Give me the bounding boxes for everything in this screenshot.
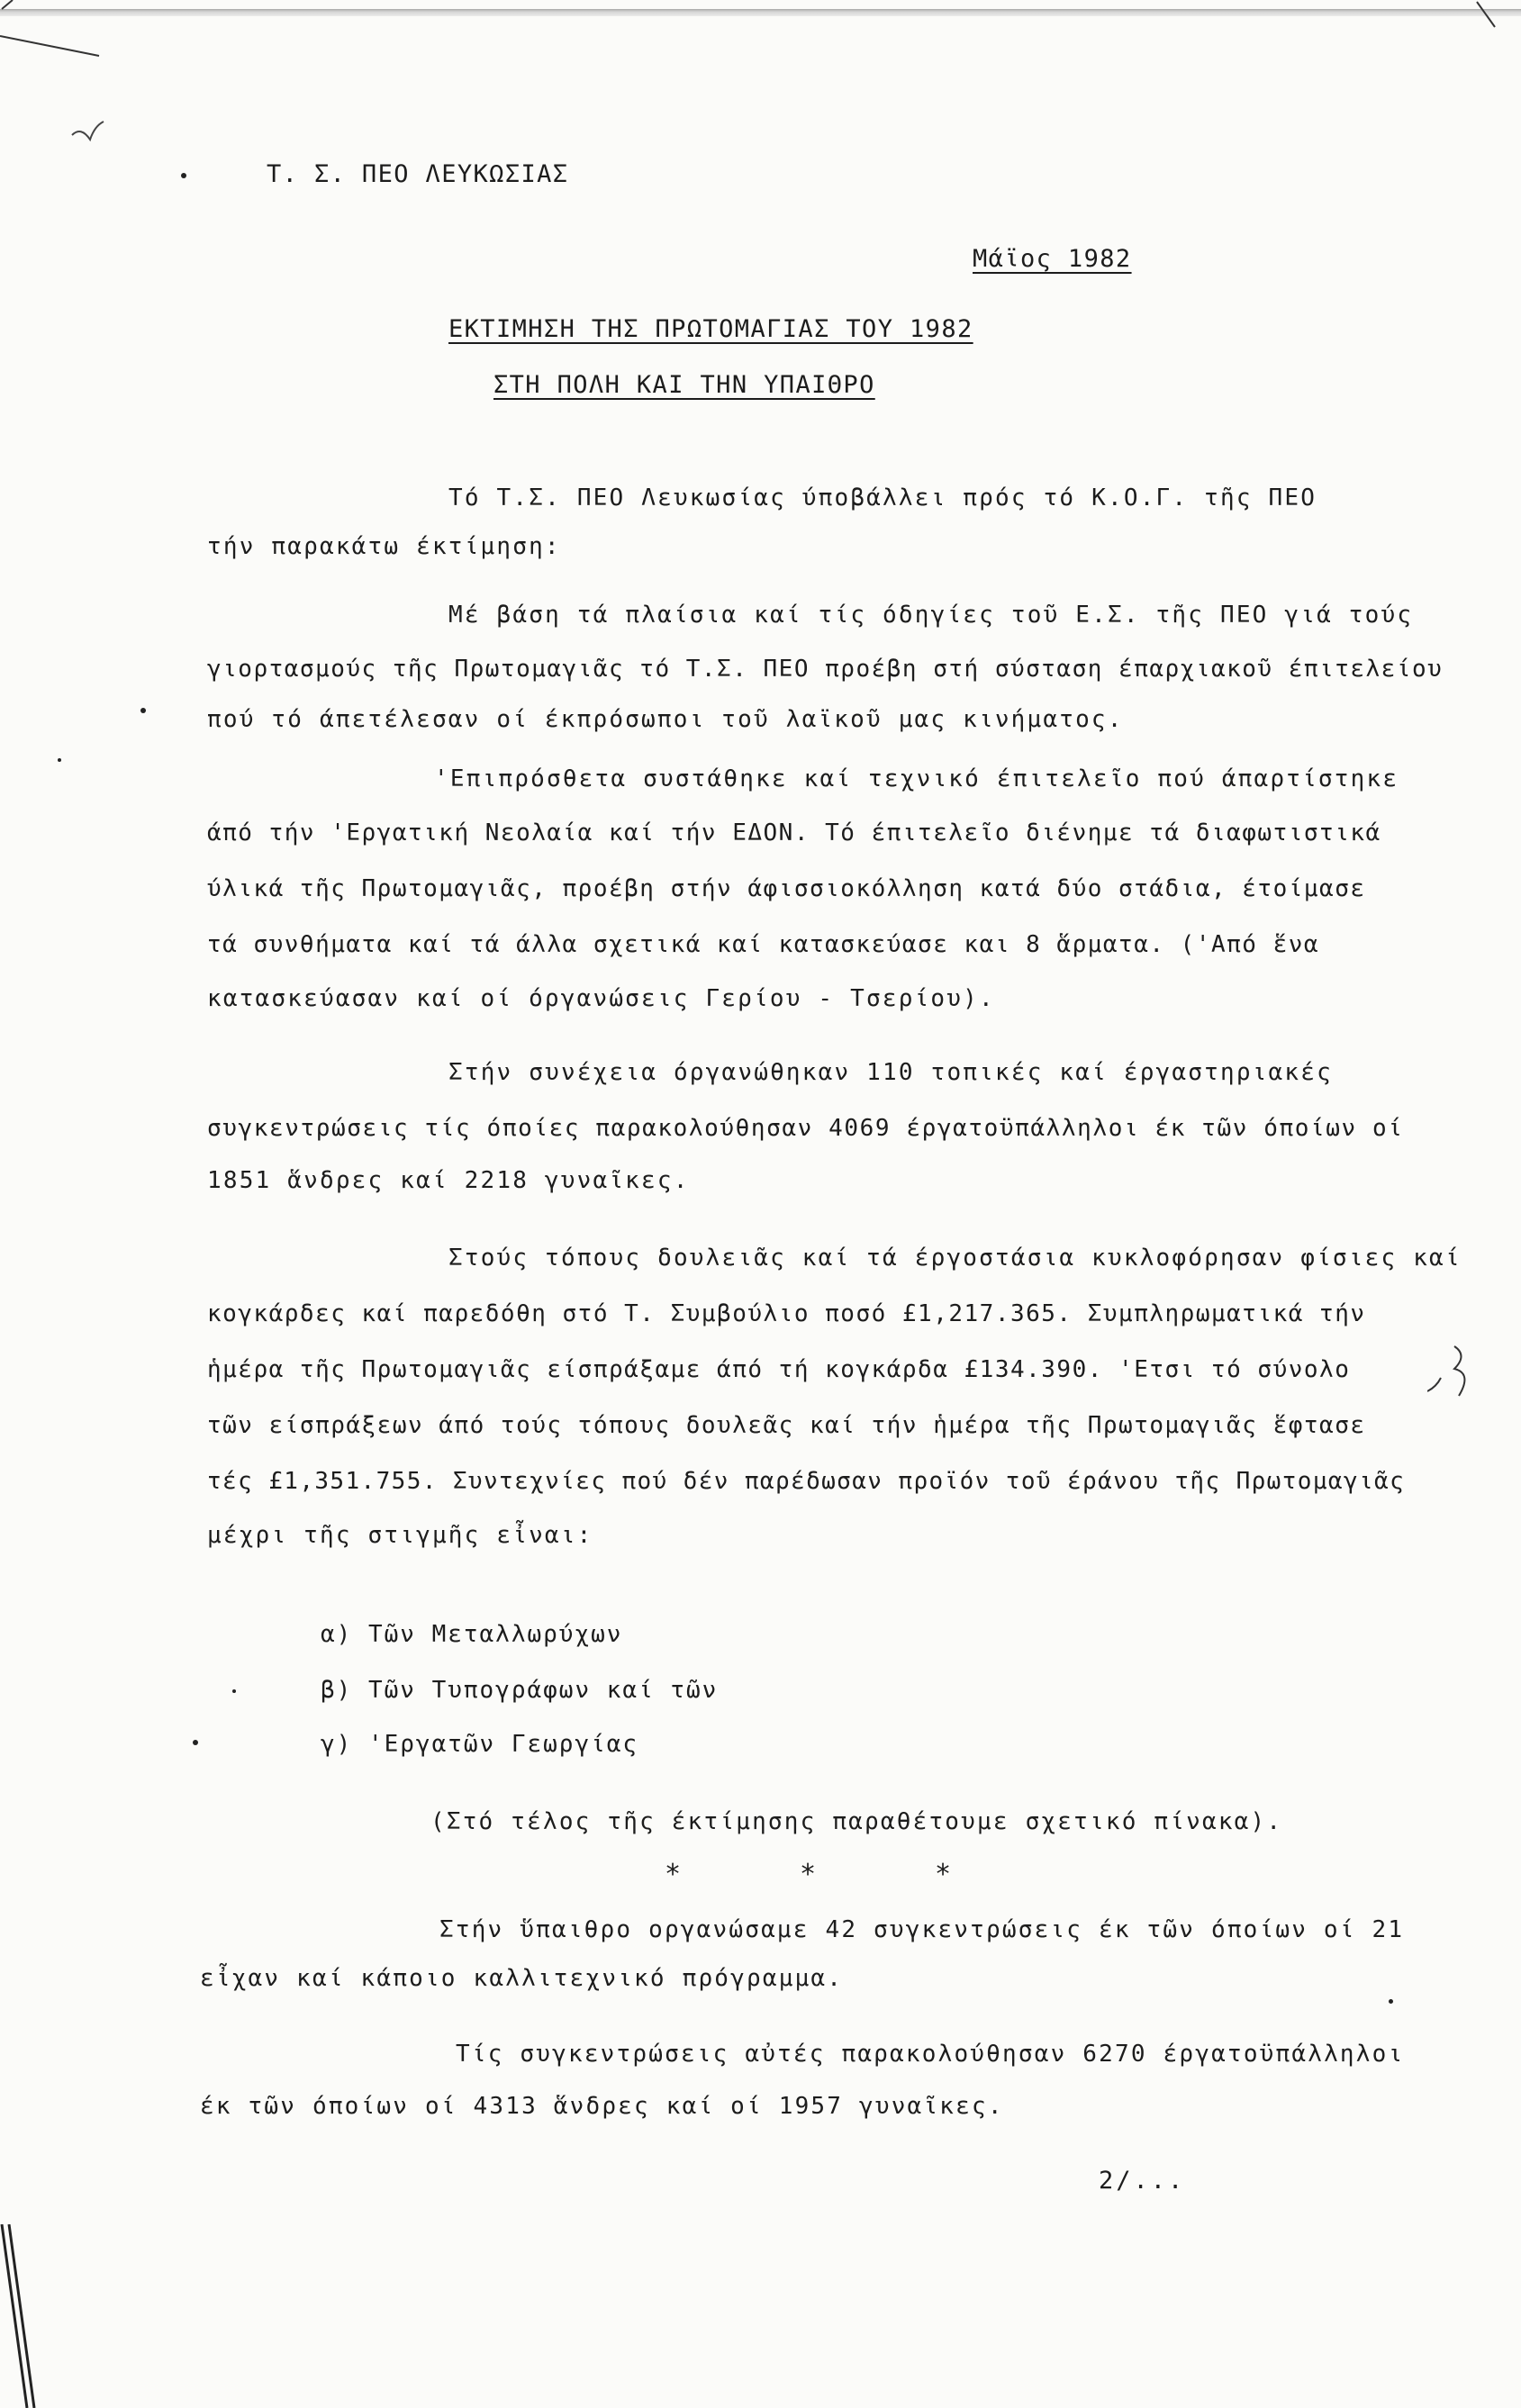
scan-mark-right xyxy=(1427,1342,1481,1405)
list-item: β) Τῶν Τυπογράφων καί τῶν xyxy=(321,1677,719,1704)
scan-mark-top-left xyxy=(0,0,117,162)
body-line: 1851 ἅνδρες καί 2218 γυναῖκες. xyxy=(207,1167,690,1194)
table-note: (Στό τέλος τῆς έκτίμησης παραθέτουμε σχετικό πίνακα). xyxy=(430,1808,1283,1835)
scan-dot xyxy=(1389,1999,1393,2004)
body-line: εἶχαν καί κάποιο καλλιτεχνικό πρόγραμμα. xyxy=(200,1965,844,1992)
body-line: Στήν ὕπαιθρο οργανώσαμε 42 συγκεντρώσεις έκ τῶν όποίων οί 21 xyxy=(439,1916,1405,1943)
scan-dot xyxy=(140,708,146,713)
body-line: κατασκεύασαν καί οί όργανώσεις Γερίου - Τσερίου). xyxy=(207,985,995,1012)
scan-mark-top-right xyxy=(1468,0,1521,36)
page-continuation-marker: 2/... xyxy=(1099,2167,1186,2195)
body-line: συγκεντρώσεις τίς όποίες παρακολούθησαν 4069 έργατοϋπάλληλοι έκ τῶν όποίων οί xyxy=(207,1115,1404,1142)
list-item: α) Τῶν Μεταλλωρύχων xyxy=(321,1621,623,1648)
scan-dot xyxy=(193,1740,198,1745)
body-line: γιορτασμούς τῆς Πρωτομαγιᾶς τό Τ.Σ. ΠΕΟ προέβη στή σύσταση έπαρχιακοῦ έπιτελείου xyxy=(207,656,1444,683)
scan-top-edge xyxy=(0,9,1521,16)
body-line: 'Επιπρόσθετα συστάθηκε καί τεχνικό έπιτελεῖο πού άπαρτίστηκε xyxy=(434,765,1399,792)
scan-mark-bottom-left xyxy=(0,2224,36,2408)
body-line: μέχρι τῆς στιγμῆς εἶναι: xyxy=(207,1522,593,1549)
organization-name: Τ. Σ. ΠΕΟ ΛΕΥΚΩΣΙΑΣ xyxy=(267,160,569,188)
body-line: ἡμέρα τῆς Πρωτομαγιᾶς είσπράξαμε άπό τή κογκάρδα £134.390. 'Ετσι τό σύνολο xyxy=(207,1356,1351,1383)
body-line: Μέ βάση τά πλαίσια καί τίς όδηγίες τοῦ Ε.Σ. τῆς ΠΕΟ γιά τούς xyxy=(448,602,1414,629)
body-line: τές £1,351.755. Συντεχνίες πού δέν παρέδωσαν προϊόν τοῦ έράνου τῆς Πρωτομαγιᾶς xyxy=(207,1468,1406,1495)
body-line: πού τό άπετέλεσαν οί έκπρόσωποι τοῦ λαϊκοῦ μας κινήματος. xyxy=(207,706,1124,733)
body-line: Τίς συγκεντρώσεις αὐτές παρακολούθησαν 6270 έργατοϋπάλληλοι xyxy=(456,2041,1405,2068)
section-separator xyxy=(665,1859,1070,1890)
separator-star: * xyxy=(935,1859,952,1890)
body-line: τά συνθήματα καί τά άλλα σχετικά καί κατασκεύασε και 8 ἅρματα. ('Από ἕνα xyxy=(207,931,1320,958)
document-subtitle: ΣΤΗ ΠΟΛΗ ΚΑΙ ΤΗΝ ΥΠΑΙΘΡΟ xyxy=(493,371,875,399)
scan-dot xyxy=(58,758,61,762)
document-title: ΕΚΤΙΜΗΣΗ ΤΗΣ ΠΡΩΤΟΜΑΓΙΑΣ ΤΟΥ 1982 xyxy=(448,315,973,343)
body-line: τήν παρακάτω έκτίμηση: xyxy=(207,533,561,560)
body-line: ύλικά τῆς Πρωτομαγιᾶς, προέβη στήν άφισσιοκόλληση κατά δύο στάδια, έτοίμασε xyxy=(207,875,1366,902)
body-line: Στήν συνέχεια όργανώθηκαν 110 τοπικές καί έργαστηριακές xyxy=(448,1059,1333,1086)
separator-star: * xyxy=(665,1859,682,1890)
separator-star: * xyxy=(800,1859,817,1890)
body-line: άπό τήν 'Εργατική Νεολαία καί τήν ΕΔΟΝ. Τό έπιτελεῖο διένημε τά διαφωτιστικά xyxy=(207,819,1381,846)
body-line: Στούς τόπους δουλειᾶς καί τά έργοστάσια κυκλοφόρησαν φίσιες καί xyxy=(448,1245,1462,1272)
body-line: κογκάρδες καί παρεδόθη στό Τ. Συμβούλιο ποσό £1,217.365. Συμπληρωματικά τήν xyxy=(207,1300,1366,1327)
scan-dot xyxy=(181,173,186,178)
body-line: τῶν είσπράξεων άπό τούς τόπους δουλεᾶς καί τήν ἡμέρα τῆς Πρωτομαγιᾶς ἕφτασε xyxy=(207,1412,1366,1439)
document-date: Μάϊος 1982 xyxy=(973,245,1132,273)
scan-dot xyxy=(232,1689,236,1693)
list-item: γ) 'Εργατῶν Γεωργίας xyxy=(321,1731,639,1758)
body-line: έκ τῶν όποίων οί 4313 ἅνδρες καί οί 1957 γυναῖκες. xyxy=(200,2093,1004,2120)
body-line: Τό Τ.Σ. ΠΕΟ Λευκωσίας ύποβάλλει πρός τό Κ.Ο.Γ. τῆς ΠΕΟ xyxy=(448,484,1317,511)
